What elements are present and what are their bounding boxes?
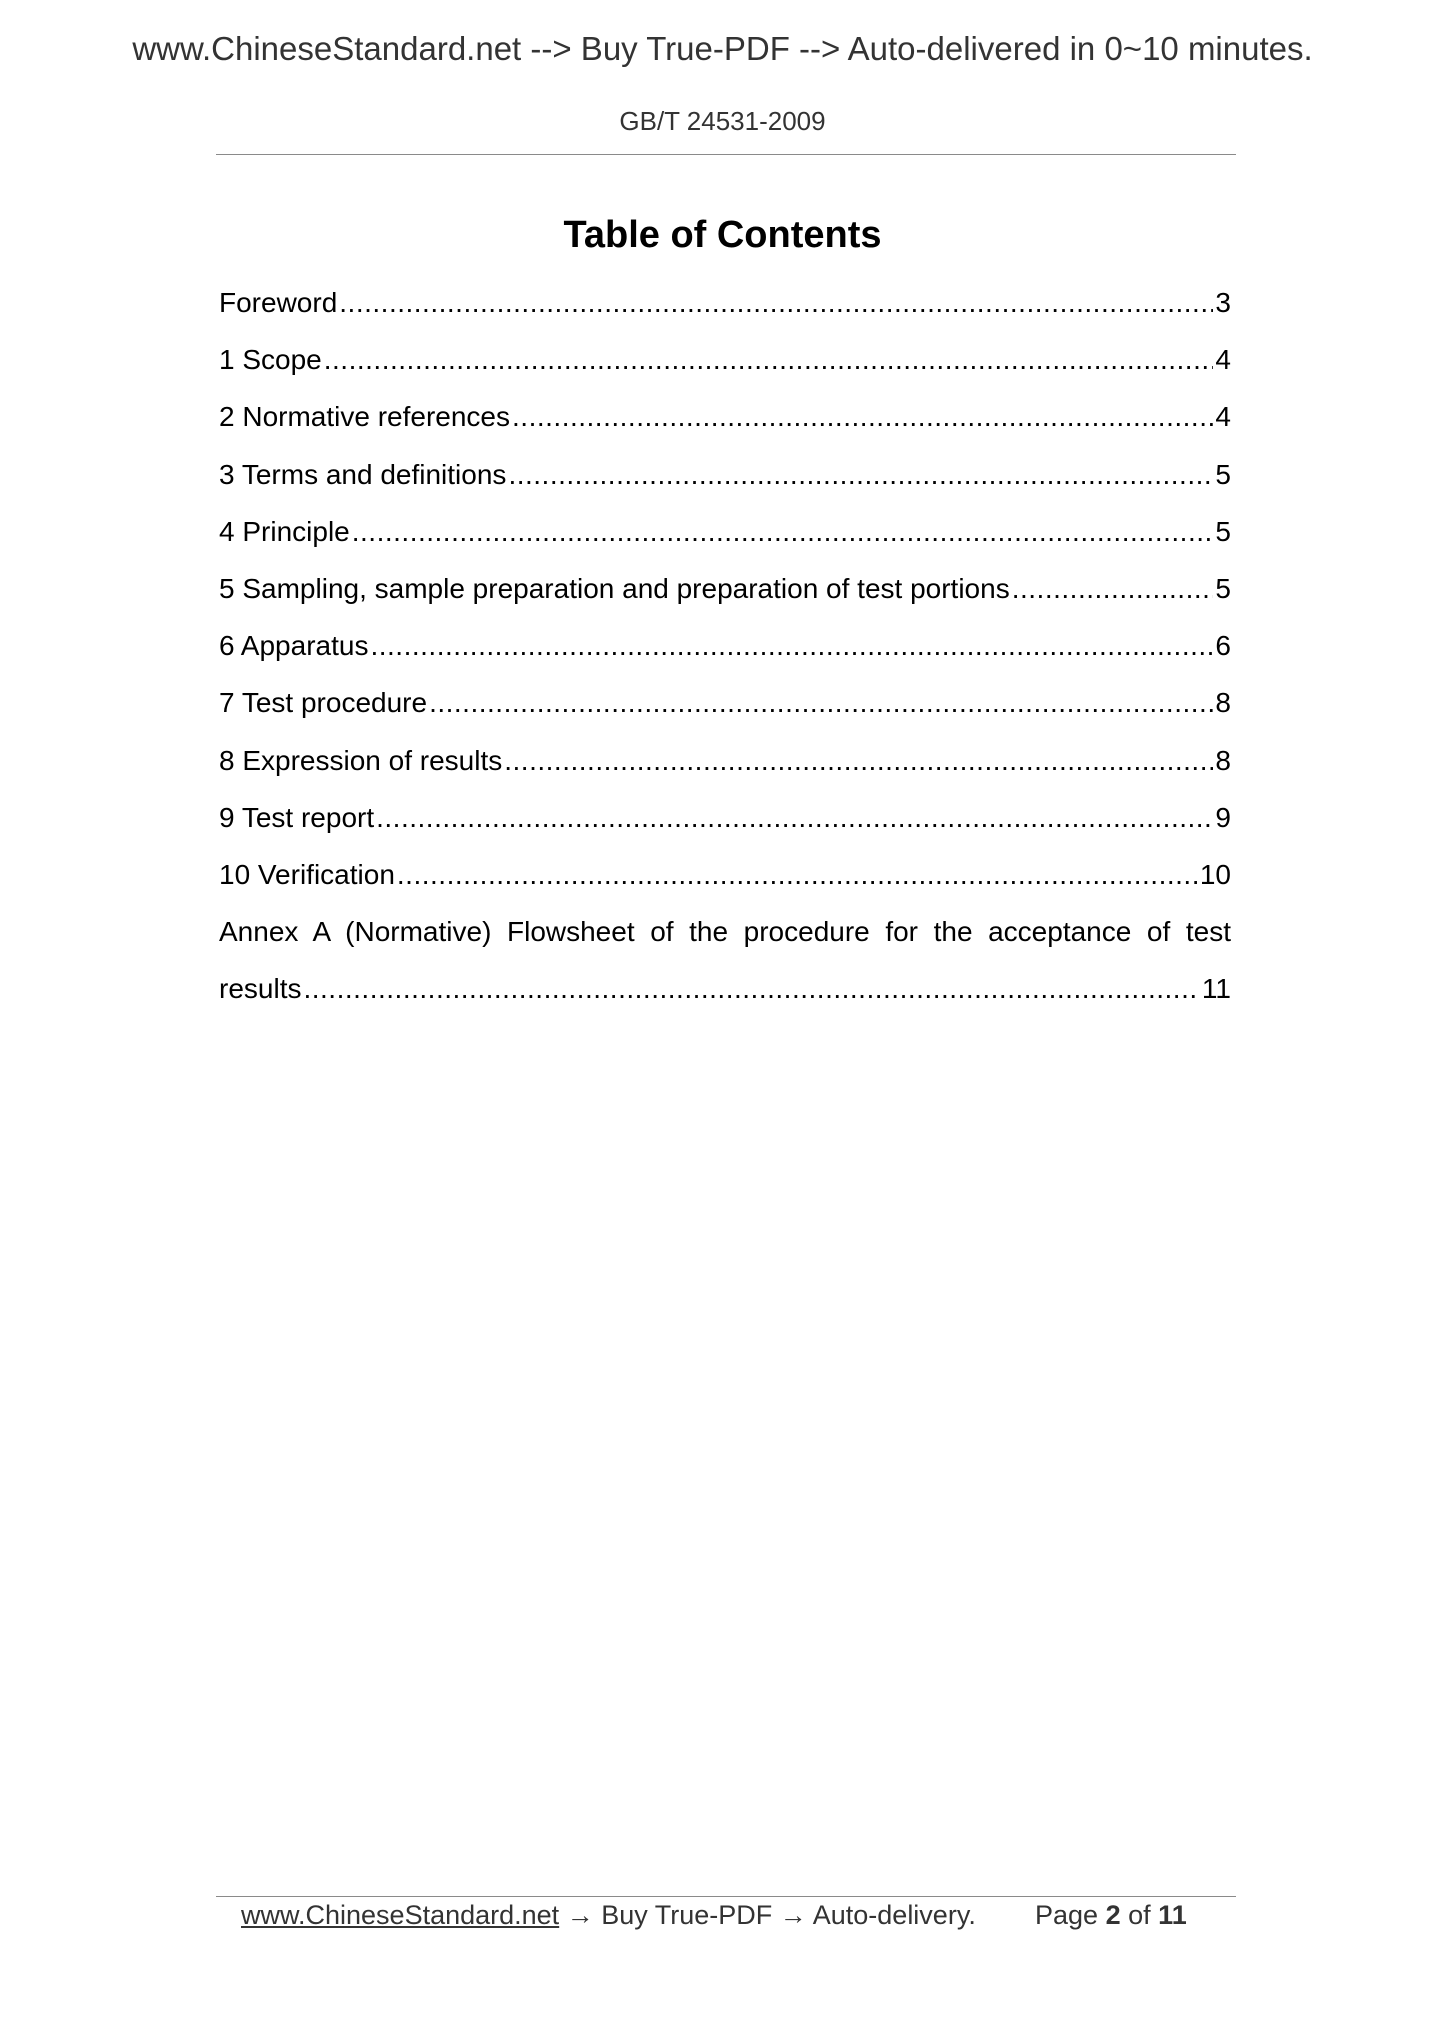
dot-leader <box>339 286 1213 320</box>
toc-entry-page: 8 <box>1215 744 1231 776</box>
toc-entry-page: 8 <box>1215 687 1231 719</box>
toc-entry-page: 9 <box>1215 801 1231 833</box>
footer-divider <box>216 1896 1236 1897</box>
toc-entry-verification[interactable] <box>219 858 1231 915</box>
dot-leader <box>1012 572 1214 606</box>
toc-entry-label: 3 Terms and definitions <box>219 458 507 490</box>
top-banner: www.ChineseStandard.net --> Buy True-PDF --> Auto-delivered in 0~10 minutes. <box>132 30 1313 67</box>
toc-entry-page: 10 <box>1199 858 1231 890</box>
toc-entry-label: 1 Scope <box>219 344 322 376</box>
toc-entry-label: 2 Normative references <box>219 401 511 433</box>
dot-leader <box>352 515 1214 549</box>
toc-entry-label-line-1: Annex A (Normative) Flowsheet of the procedure for the acceptance of test <box>219 916 1231 948</box>
dot-leader <box>303 972 1199 1006</box>
toc-entry-scope[interactable] <box>219 343 1231 400</box>
dot-leader <box>397 858 1198 892</box>
document-code: GB/T 24531-2009 <box>619 106 826 136</box>
toc-entry-test-procedure[interactable] <box>219 686 1231 743</box>
toc-entry-page: 5 <box>1215 458 1231 490</box>
page-word: Page <box>1035 1900 1099 1930</box>
page-total: 11 <box>1158 1900 1187 1930</box>
toc-entry-expression-of-results[interactable] <box>219 744 1231 801</box>
footer-website-link[interactable]: www.ChineseStandard.net <box>241 1900 560 1930</box>
toc-entry-test-report[interactable] <box>219 801 1231 858</box>
dot-leader <box>508 458 1213 492</box>
dot-leader <box>512 400 1213 434</box>
toc-entry-terms-and-definitions[interactable] <box>219 458 1231 515</box>
toc-entry-foreword[interactable] <box>219 286 1231 343</box>
dot-leader <box>370 629 1213 663</box>
table-of-contents <box>219 286 1231 1029</box>
toc-entry-label: 4 Principle <box>219 515 350 547</box>
toc-entry-label: 7 Test procedure <box>219 687 428 719</box>
toc-entry-principle[interactable] <box>219 515 1231 572</box>
toc-entry-label-line-2: results <box>219 973 302 1005</box>
header-divider <box>216 154 1236 155</box>
toc-entry-page: 4 <box>1215 401 1231 433</box>
toc-entry-label: 6 Apparatus <box>219 630 369 662</box>
dot-leader <box>429 686 1213 720</box>
toc-entry-normative-references[interactable] <box>219 400 1231 457</box>
page-indicator <box>1035 1900 1187 1931</box>
toc-entry-label: Foreword <box>219 287 338 318</box>
dot-leader <box>324 343 1214 377</box>
toc-entry-label: 9 Test report <box>219 801 375 833</box>
toc-entry-page: 11 <box>1201 973 1231 1005</box>
toc-entry-annex-a[interactable] <box>219 915 1231 1029</box>
toc-entry-label: 8 Expression of results <box>219 744 503 776</box>
toc-entry-label: 10 Verification <box>219 858 395 890</box>
page-footer <box>241 1900 1187 1931</box>
toc-title: Table of Contents <box>563 214 882 256</box>
footer-tagline: → Buy True-PDF → Auto-delivery. <box>559 1900 976 1930</box>
toc-entry-label: 5 Sampling, sample preparation and preparation of test portions <box>219 572 1010 604</box>
toc-entry-page: 6 <box>1215 630 1231 662</box>
of-word: of <box>1128 1900 1151 1930</box>
toc-entry-apparatus[interactable] <box>219 629 1231 686</box>
toc-entry-page: 5 <box>1215 572 1231 604</box>
page-current: 2 <box>1105 1900 1121 1930</box>
toc-entry-sampling[interactable] <box>219 572 1231 629</box>
toc-entry-page: 3 <box>1215 287 1231 318</box>
dot-leader <box>376 801 1213 835</box>
dot-leader <box>504 744 1213 778</box>
toc-entry-page: 4 <box>1215 344 1231 376</box>
toc-entry-page: 5 <box>1215 515 1231 547</box>
